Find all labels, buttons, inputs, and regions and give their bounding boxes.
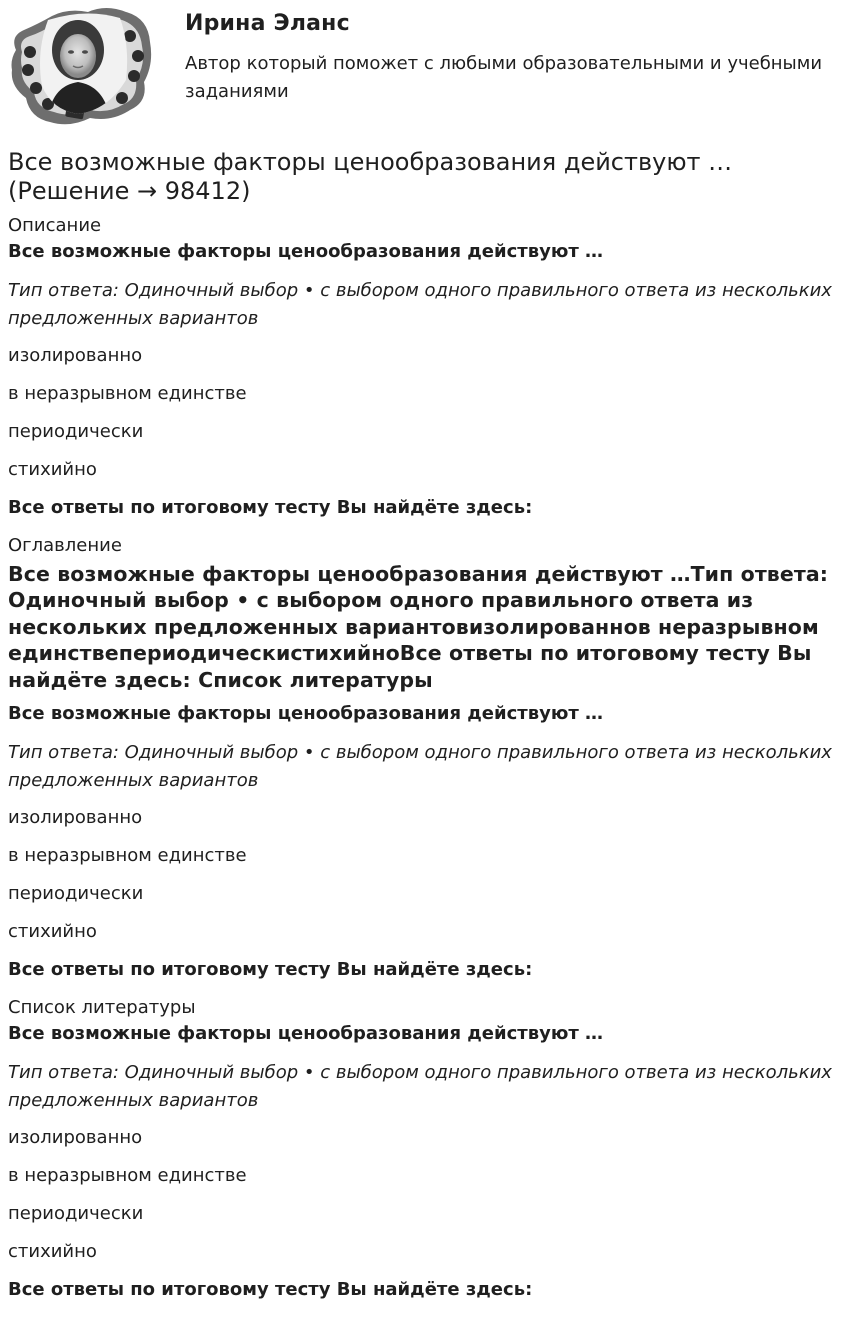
answer-option: изолированно	[8, 807, 143, 829]
answer-option: стихийно	[8, 459, 97, 480]
toc-text: Все возможные факторы ценообразования действуют …Тип ответа: Одиночный выбор • с выбором одного правильного ответа из нескольких предложенных вариантовизолированнов неразрывном единствепериодическистихийноВсе ответы по итоговому тесту Вы найдёте здесь: Список литературы	[8, 562, 829, 692]
section-label-description: Описание	[8, 215, 102, 236]
main-content	[8, 148, 839, 1315]
question-title: Все возможные факторы ценообразования действуют …	[8, 1023, 604, 1045]
answer-option: стихийно	[8, 921, 97, 943]
answers-note: Все ответы по итоговому тесту Вы найдёте здесь:	[8, 959, 533, 981]
question-title: Все возможные факторы ценообразования действуют …	[8, 241, 604, 262]
toc-section	[8, 533, 839, 983]
author-description: Автор который поможет с любыми образовательными и учебными заданиями	[185, 53, 823, 102]
section-label-bibliography: Список литературы	[8, 997, 196, 1019]
author-avatar	[8, 6, 152, 128]
answer-type: Тип ответа: Одиночный выбор • с выбором одного правильного ответа из нескольких предложенных вариантов	[8, 1062, 832, 1112]
answer-option: в неразрывном единстве	[8, 845, 247, 867]
section-label-toc: Оглавление	[8, 535, 122, 556]
answer-option: изолированно	[8, 345, 143, 366]
page-title: Все возможные факторы ценообразования действуют … (Решение → 98412)	[8, 148, 733, 205]
answer-option: периодически	[8, 1203, 144, 1225]
answers-note: Все ответы по итоговому тесту Вы найдёте здесь:	[8, 497, 533, 518]
answer-option: изолированно	[8, 1127, 143, 1149]
answer-type: Тип ответа: Одиночный выбор • с выбором одного правильного ответа из нескольких предложенных вариантов	[8, 742, 832, 792]
author-photo-icon	[8, 6, 152, 128]
answers-note: Все ответы по итоговому тесту Вы найдёте здесь:	[8, 1279, 533, 1301]
page	[8, 0, 839, 1301]
answer-type: Тип ответа: Одиночный выбор • с выбором одного правильного ответа из нескольких предложенных вариантов	[8, 280, 832, 329]
answer-option: в неразрывном единстве	[8, 1165, 247, 1187]
answer-option: периодически	[8, 883, 144, 905]
question-title: Все возможные факторы ценообразования действуют …	[8, 703, 604, 725]
author-name: Ирина Эланс	[185, 11, 350, 36]
answer-option: стихийно	[8, 1241, 97, 1263]
description-section	[8, 213, 839, 521]
bibliography-section	[8, 995, 839, 1303]
answer-option: в неразрывном единстве	[8, 383, 247, 404]
author-header	[8, 0, 839, 140]
answer-option: периодически	[8, 421, 144, 442]
